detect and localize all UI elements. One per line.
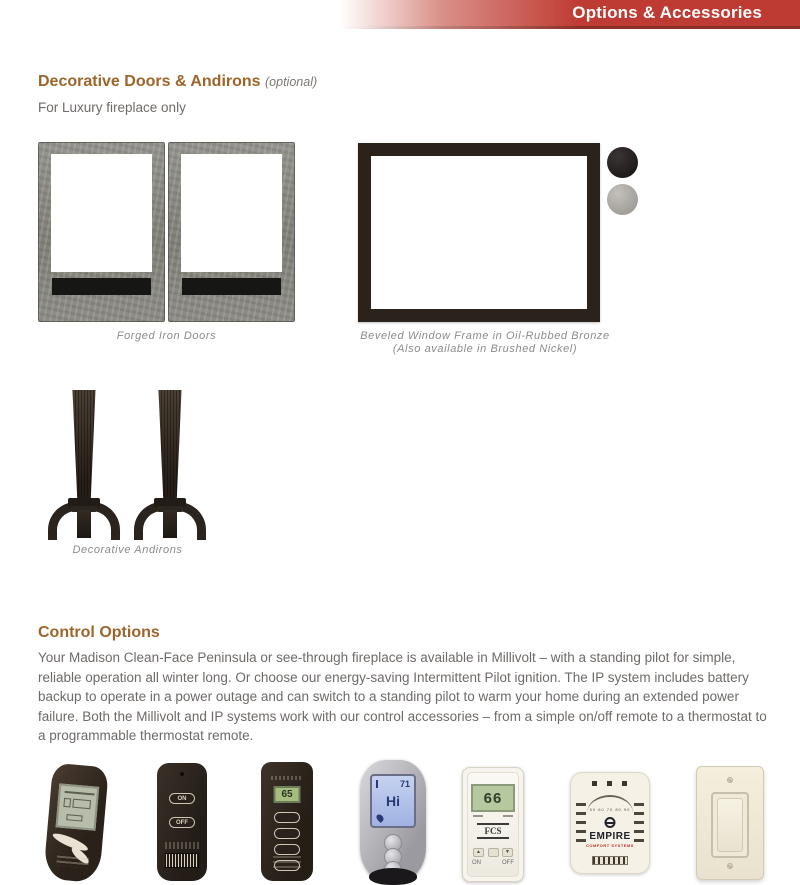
section-subtext: For Luxury fireplace only: [38, 100, 186, 115]
forged-iron-doors-image: [38, 140, 295, 326]
lcd-segment: [63, 798, 71, 808]
beveled-frame-caption-line1: Beveled Window Frame in Oil-Rubbed Bronze: [360, 330, 610, 342]
remote-arc-button: [51, 831, 89, 854]
andiron-bar: [158, 390, 182, 500]
page-title: Options & Accessories: [572, 3, 762, 22]
programmable-remote-image: [360, 760, 426, 884]
signal-icon: [376, 780, 378, 788]
door-glass: [181, 154, 282, 272]
remote-logo: [271, 776, 301, 780]
lcd-mode: Hi: [386, 793, 400, 809]
andiron-left: [46, 390, 124, 538]
remote-logo: [56, 855, 89, 868]
beveled-frame-caption-line2: (Also available in Brushed Nickel): [392, 342, 578, 355]
header-banner: [340, 0, 800, 26]
remote-lcd-screen: [370, 774, 416, 828]
swatch-oil-rubbed-bronze: [607, 147, 638, 178]
banner-underline: [340, 26, 800, 29]
decorative-andirons-image: [40, 390, 215, 540]
screw: [727, 863, 733, 869]
forged-iron-doors-caption: Forged Iron Doors: [116, 330, 217, 342]
thermostat-buttons: [473, 848, 513, 857]
thermostat-remote-image: [261, 762, 313, 881]
section-heading-control-options: Control Options: [38, 624, 160, 641]
lcd-segment: [72, 799, 91, 810]
off-button: OFF: [169, 817, 195, 828]
remote-lcd-screen: 65: [274, 786, 301, 803]
rocker-switch: [711, 792, 749, 858]
andiron-foot: [163, 510, 177, 538]
iron-door-right: [168, 142, 295, 322]
section-heading-text: Decorative Doors & Andirons: [38, 73, 261, 90]
andirons-caption: Decorative Andirons: [72, 544, 183, 556]
remote-lcd-screen: [56, 783, 100, 830]
ir-led: [180, 772, 184, 776]
andiron-bar: [72, 390, 96, 500]
lcd-label: [473, 815, 483, 817]
barcode-label: [165, 853, 199, 868]
up-button: ▲: [473, 848, 484, 857]
lcd-segment: [66, 814, 82, 821]
door-slot: [182, 278, 281, 295]
remote-button: [274, 844, 300, 855]
bottom-slider: [592, 856, 628, 865]
remote-base: [369, 868, 417, 885]
wall-thermostat-image: [462, 767, 524, 882]
rocker-face: [717, 798, 743, 852]
thermostat-lcd: 66: [471, 784, 515, 812]
swatch-brushed-nickel: [607, 184, 638, 215]
lcd-remote-image: [43, 763, 109, 883]
section-heading-decorative-doors: [38, 73, 317, 91]
vent-slots: [592, 781, 628, 786]
door-slot: [52, 278, 151, 295]
optional-note: (optional): [265, 75, 318, 89]
andiron-foot: [77, 510, 91, 538]
lcd-segment: [65, 791, 95, 796]
fcs-logo: FCS: [477, 823, 509, 839]
beveled-window-frame-image: [358, 143, 600, 322]
thermostat-button-labels: [472, 860, 514, 866]
empire-control-image: [570, 772, 650, 874]
lcd-label: [503, 815, 513, 817]
flame-icon: [375, 813, 385, 823]
on-off-remote-image: [157, 763, 207, 881]
control-options-paragraph: Your Madison Clean-Face Peninsula or see-through fireplace is available in Millivolt – with a standing pilot for simple, reliable operation all winter long. Or choose our energy-saving Intermittent Pilot ignition. The IP system includes battery backup to operate in a power outage and can switch to a standing pilot to warm your home during an extended power failure. Both the Millivolt and IP systems work with our control accessories – from a simple on/off remote to a thermostat to a programmable thermostat remote.: [38, 650, 767, 743]
empire-brand: EMPIRE: [589, 831, 631, 842]
side-vent: [634, 803, 644, 845]
wall-switch-image: [696, 766, 764, 880]
door-glass: [51, 154, 152, 272]
off-label: OFF: [502, 860, 514, 866]
set-button: [488, 848, 499, 857]
lcd-temperature: 71: [399, 779, 410, 789]
beveled-frame-caption: [340, 330, 630, 355]
on-button: ON: [169, 793, 195, 804]
side-vent: [576, 803, 586, 845]
iron-door-left: [38, 142, 165, 322]
down-button: ▼: [502, 848, 513, 857]
remote-button: [274, 828, 300, 839]
temperature-scale: 50 60 70 80 90: [589, 807, 631, 812]
empire-globe-icon: [605, 817, 616, 828]
remote-button: [274, 812, 300, 823]
remote-logo: [273, 856, 301, 868]
screw: [727, 777, 733, 783]
remote-logo: [165, 842, 199, 849]
empire-tagline: COMFORT SYSTEMS: [586, 843, 634, 848]
on-label: ON: [472, 860, 481, 866]
andiron-right: [132, 390, 210, 538]
